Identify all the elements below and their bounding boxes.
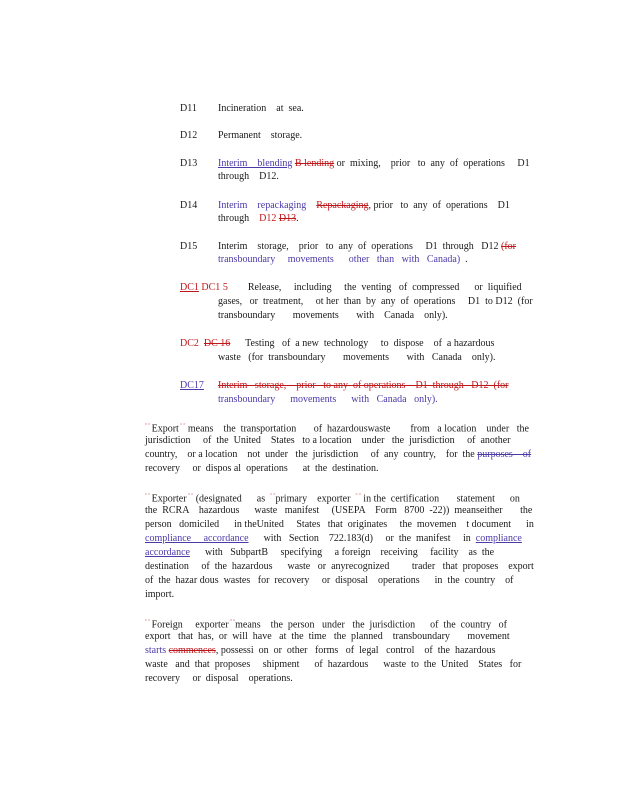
foreign-def-text: , possessi on or other forms of legal control of the hazardous [215,645,496,656]
exporter-def-text: (designated as [193,493,266,505]
exporter-def-line1 [145,491,520,505]
exporter-def-text: in the certification statement on [363,493,520,505]
deletion: transboundary movements other than with Canada) [218,254,461,265]
item-d14-line2 [218,213,299,225]
item-dc1-text: Release, including the venting of compressed or liquified [247,282,522,293]
deletion: DC 16 [203,338,231,349]
insertion: Interim repackaging [218,200,307,211]
exporter-def-line8: import. [145,589,175,600]
exporter-def-text: with Section 722.183(d) or the manifest in [263,533,471,544]
quote-mark: " " [355,494,361,499]
export-def-line3 [145,449,531,461]
deletion: DC1 [201,282,221,293]
item-d15-line2 [218,254,468,266]
insertion: starts [145,645,167,656]
exporter-def-line2: the RCRA hazardous waste manifest (USEPA Form 8700 -22)) meanseither the [145,505,533,516]
exporter-def-text: with SubpartB specifying a foreign receiving facility as the [204,547,495,558]
item-d14-line1 [218,200,510,212]
code-dc17: DC17 [180,380,204,391]
code-d13: D13 [180,158,198,169]
item-d14-text2: through [218,213,250,224]
exporter-def-line3: person domiciled in theUnited States that originates the movemen t document in [145,519,534,530]
code-d14: D14 [180,200,198,211]
term-export: Export [151,423,179,435]
insertion: accordance [145,547,190,558]
deletion: D13 [278,213,297,224]
foreign-def-line5: recovery or disposal operations. [145,673,293,684]
export-def-text: means the transportation of hazardouswaste from a location under the [187,423,529,435]
quote-mark: " " [270,494,276,499]
item-dc17-line2: transboundary movements with Canada only). [218,394,438,405]
deletion: commences [168,645,216,656]
item-d11-text: Incineration at sea. [218,103,304,114]
quote-mark: " " [145,494,152,499]
code-d11: D11 [180,103,197,114]
code-d15: D15 [180,241,198,252]
foreign-def-text: means the person under the jurisdiction of the country of [235,619,508,631]
insertion: D12 [259,213,277,224]
quote-mark: " " [228,620,236,625]
exporter-def-line6: destination of the hazardous waste or anyrecognized trader that proposes export [145,561,534,572]
insertion: compliance [475,533,522,544]
term-exporter: Exporter [151,493,187,505]
item-dc1-line3: transboundary movements with Canada only). [218,310,448,321]
item-dc17-line1: Interim storage, prior to any of operations D1 through D12 (for [218,380,509,391]
insertion: compliance accordance [145,533,249,544]
export-def-line2: jurisdiction of the United States to a location under the jurisdiction of another [145,435,511,446]
item-dc2-line1 [180,338,494,350]
item-dc1-num: 5 [222,282,228,293]
item-d14-period: . [296,213,299,224]
quote-mark: " " [186,494,194,499]
exporter-def-line4 [145,533,522,545]
export-def-line4: recovery or dispos al operations at the destination. [145,463,379,474]
insertion: Interim blending [218,158,293,169]
quote-mark: " " [145,424,152,429]
item-dc2-line2: waste (for transboundary movements with Canada only). [218,352,496,363]
item-d12-text: Permanent storage. [218,130,303,141]
foreign-def-line1 [145,617,507,631]
item-d15-text: Interim storage, prior to any of operations D1 through D12 [218,241,499,252]
term-foreign-exporter: Foreign exporter [151,619,229,631]
code-d12: D12 [180,130,198,141]
export-def-line1 [145,421,529,435]
exporter-def-line5 [145,547,494,559]
item-dc1-line2: gases, or treatment, ot her than by any of operations D1 to D12 (for [218,296,533,307]
exporter-def-line7: of the hazar dous wastes for recovery or disposal operations in the country of [145,575,514,586]
export-def-text: country, or a location not under the jurisdiction of any country, for the [145,449,475,460]
item-d13-text: or mixing, prior to any of operations D1 [336,158,530,169]
foreign-def-line3 [145,645,495,657]
insertion: DC2 [180,338,199,349]
item-dc1-line1 [180,282,522,294]
insertion: DC1 [180,282,199,293]
deletion: (for [501,241,517,252]
deletion: purposes of [477,449,532,460]
item-d15-line1 [218,241,516,253]
item-dc2-text: Testing of a new technology to dispose of a hazardous [245,338,495,349]
quote-mark: " " [178,424,186,429]
foreign-def-line4: waste and that proposes shipment of hazardous waste to the United States for [145,659,522,670]
deletion: B lending [294,158,335,169]
deletion: Repackaging [316,200,369,211]
item-d13-line2: through D12. [218,171,279,182]
item-d14-text: , prior to any of operations D1 [368,200,510,211]
quote-mark: " " [145,620,152,625]
exporter-def-text: primary exporter [275,493,351,505]
foreign-def-line2: export that has, or will have at the time the planned transboundary movement [145,631,510,642]
item-d15-period: . [465,254,468,265]
item-d13-line1 [218,158,530,170]
